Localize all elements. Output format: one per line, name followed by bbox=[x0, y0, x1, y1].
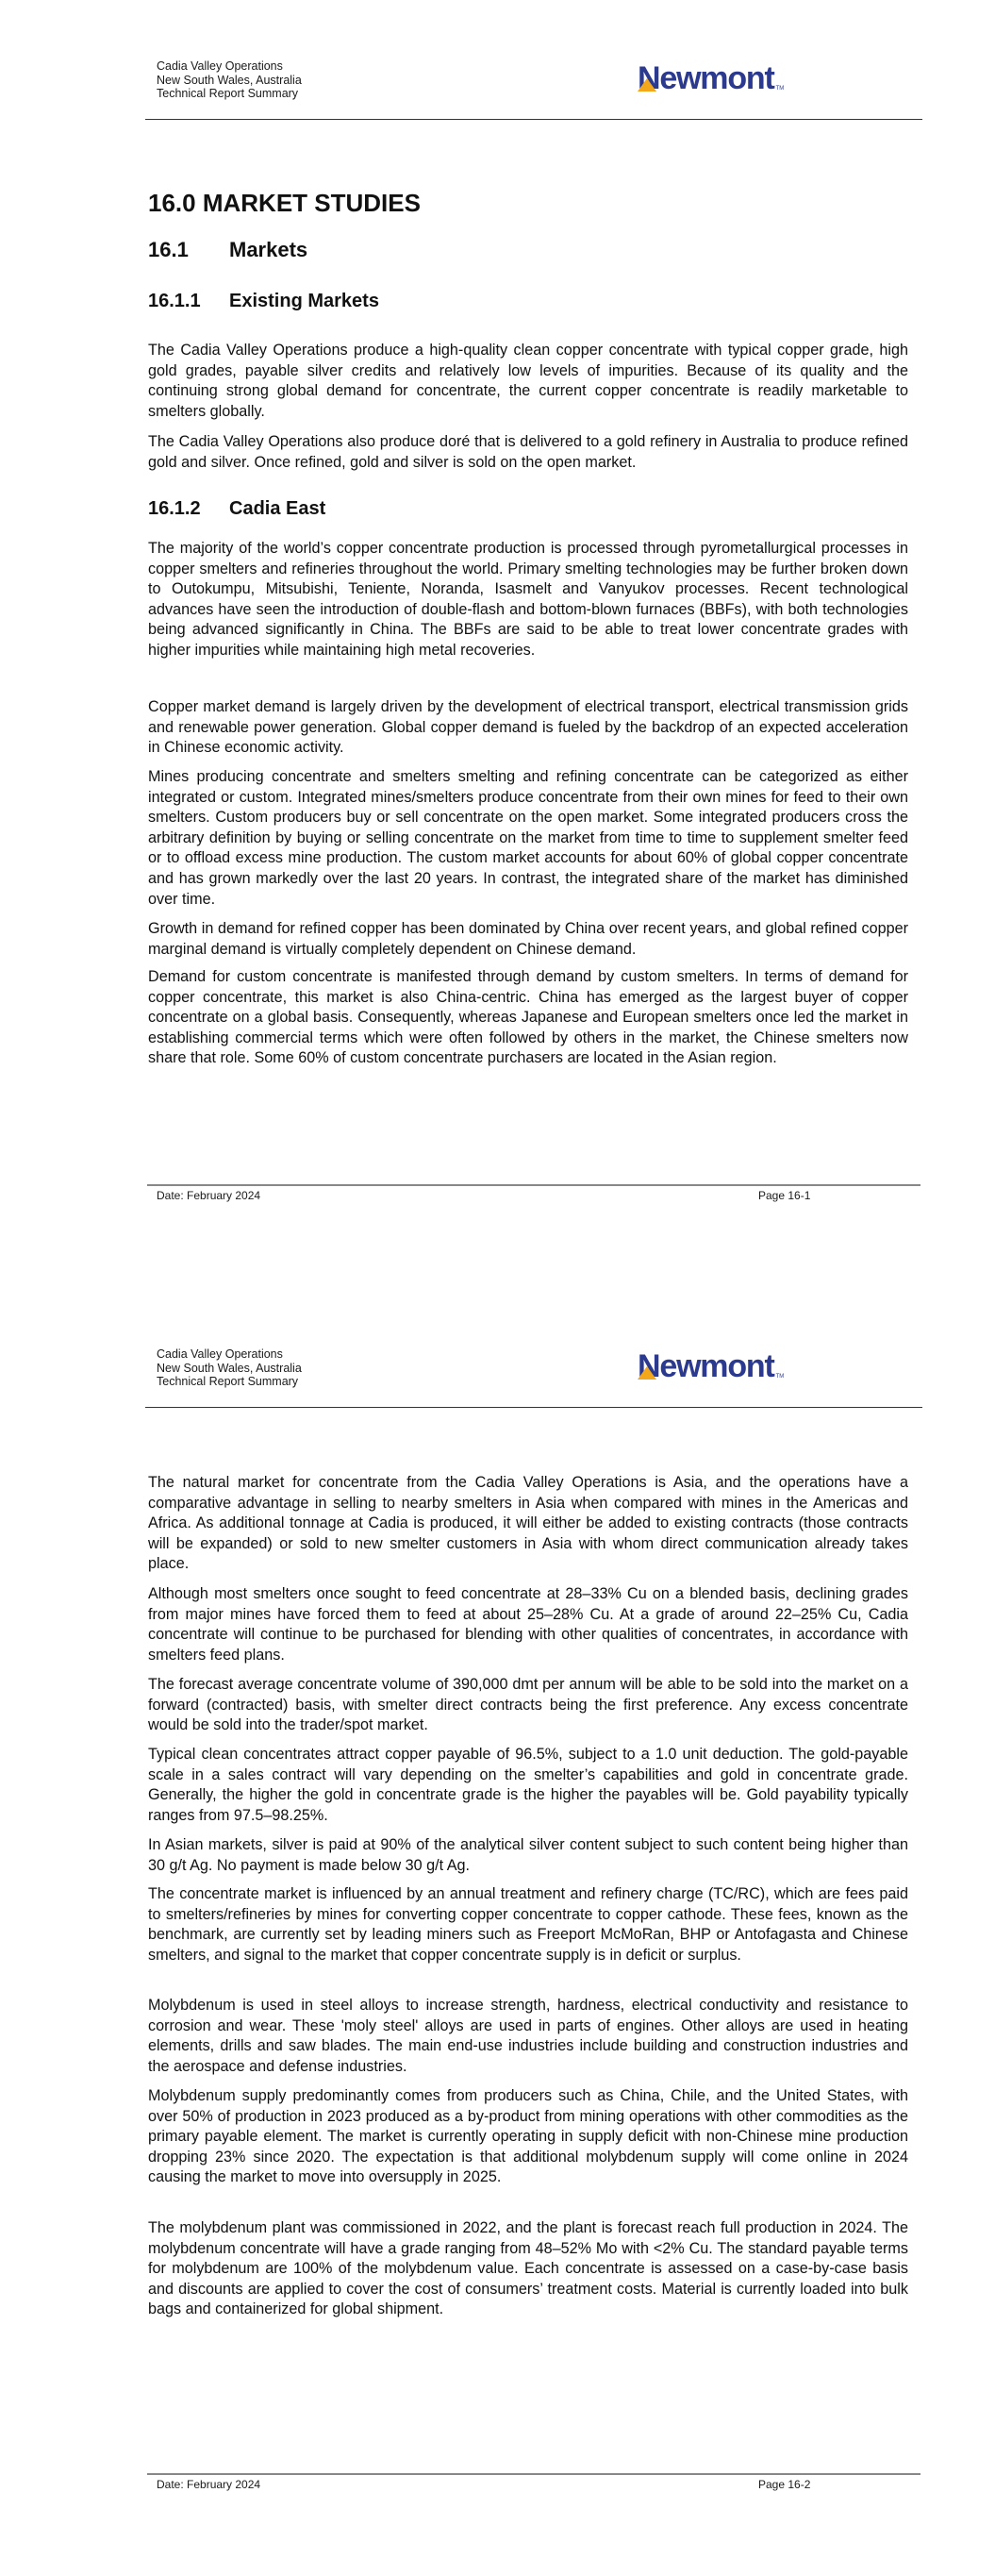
subsection-number: 16.1.1 bbox=[148, 291, 201, 311]
header-line-company: Cadia Valley Operations bbox=[157, 1347, 283, 1361]
subsection-heading-16-1-2 bbox=[148, 497, 325, 520]
subsection-title: Existing Markets bbox=[229, 291, 379, 311]
footer-date: Date: February 2024 bbox=[157, 2478, 261, 2491]
paragraph: Molybdenum supply predominantly comes from producers such as China, Chile, and the United States, with over 50% of production in 2023 produced as a by-product from mining operations with other commodities as the primary payable element. The market is currently operating in supply deficit with non-Chinese mine production dropping 23% since 2020. The expectation is that additional molybdenum supply will come online in 2024 causing the market to move into oversupply in 2025. bbox=[148, 2087, 908, 2186]
header-divider bbox=[145, 119, 922, 120]
paragraph: The natural market for concentrate from the Cadia Valley Operations is Asia, and the operations have a comparative advantage in selling to nearby smelters in Asia when compared with mines in the Americas and Africa. As additional tonnage at Cadia is produced, it will either be added to existing contracts (those contracts will be expanded) or sold to new smelter customers in Asia with whom direct communication already takes place. bbox=[148, 1474, 908, 1573]
section-title: Markets bbox=[229, 238, 308, 261]
logo-wordmark bbox=[638, 62, 774, 94]
logo-trademark: TM bbox=[775, 1374, 785, 1380]
subsection-heading-16-1-1 bbox=[148, 290, 379, 312]
footer-page-number: Page 16-2 bbox=[758, 2478, 811, 2491]
paragraph: Although most smelters once sought to feed concentrate at 28–33% Cu on a blended basis, declining grades from major mines have forced them to feed at about 25–28% Cu. At a grade of around 22–25% Cu, Cadia concentrate will continue to be purchased for blending with other qualities of concentrates, in accordance with smelters feed plans. bbox=[148, 1585, 908, 1664]
logo-text: Newmont bbox=[638, 1348, 774, 1384]
subsection-number: 16.1.2 bbox=[148, 498, 201, 519]
header-text bbox=[157, 1347, 302, 1389]
newmont-logo bbox=[638, 1350, 784, 1382]
paragraph: Copper market demand is largely driven by the development of electrical transport, electrical transmission grids and renewable power generation. Global copper demand is fueled by the backdrop of an expected acceleration in Chinese economic activity. bbox=[148, 698, 908, 757]
subsection-title: Cadia East bbox=[229, 498, 326, 519]
header-line-company: Cadia Valley Operations bbox=[157, 59, 283, 73]
page-16-2 bbox=[0, 1288, 995, 2576]
footer-divider bbox=[147, 2473, 920, 2475]
section-heading-16-1 bbox=[148, 238, 307, 262]
logo-triangle-icon bbox=[638, 78, 656, 92]
header-text bbox=[157, 59, 302, 101]
header-line-report: Technical Report Summary bbox=[157, 87, 299, 100]
paragraph: Molybdenum is used in steel alloys to increase strength, hardness, electrical conductivity and resistance to corrosion and wear. These 'moly steel' alloys are used in parts of engines. Other alloys are used in heating elements, drills and saw blades. The main end-use industries include building and construction industries and the aerospace and defense industries. bbox=[148, 1997, 908, 2075]
section-number: 16.1 bbox=[148, 238, 189, 261]
header-line-report: Technical Report Summary bbox=[157, 1375, 299, 1388]
logo-trademark: TM bbox=[775, 86, 785, 92]
page-title: 16.0 MARKET STUDIES bbox=[148, 189, 421, 217]
paragraph: In Asian markets, silver is paid at 90% of the analytical silver content subject to such content being higher than 30 g/t Ag. No payment is made below 30 g/t Ag. bbox=[148, 1836, 908, 1874]
newmont-logo bbox=[638, 62, 784, 94]
paragraph: The Cadia Valley Operations produce a high-quality clean copper concentrate with typical copper grade, high gold grades, payable silver credits and relatively low levels of impurities. Because of its quality and the continuing strong global demand for concentrate, the current copper concentrate is readily marketable to smelters globally. bbox=[148, 342, 908, 420]
header-divider bbox=[145, 1407, 922, 1408]
paragraph: The majority of the world’s copper concentrate production is processed through pyrometallurgical processes in copper smelters and refineries throughout the world. Primary smelting technologies may be further broken down to Outokumpu, Mitsubishi, Teniente, Noranda, Isasmelt and Vanyukov processes. Recent technological advances have seen the introduction of double-flash and bottom-blown furnaces (BBFs), with both technologies being advanced significantly in China. The BBFs are said to be able to treat lower concentrate grades with higher impurities while maintaining high metal recoveries. bbox=[148, 540, 908, 659]
paragraph: Demand for custom concentrate is manifested through demand by custom smelters. In terms of demand for copper concentrate, this market is also China-centric. China has emerged as the largest buyer of copper concentrate on a global basis. Consequently, whereas Japanese and European smelters once led the market in establishing commercial terms which were often followed by others in the market, the Chinese smelters now share that role. Some 60% of custom concentrate purchasers are located in the Asian region. bbox=[148, 968, 908, 1067]
paragraph: The forecast average concentrate volume of 390,000 dmt per annum will be able to be sold into the market on a forward (contracted) basis, with smelter direct contracts being the first preference. Any excess concentrate would be sold into the trader/spot market. bbox=[148, 1676, 908, 1734]
paragraph: The Cadia Valley Operations also produce doré that is delivered to a gold refinery in Australia to produce refined gold and silver. Once refined, gold and silver is sold on the open market. bbox=[148, 433, 908, 471]
footer-date: Date: February 2024 bbox=[157, 1189, 261, 1202]
logo-triangle-icon bbox=[638, 1366, 656, 1380]
paragraph: Growth in demand for refined copper has been dominated by China over recent years, and global refined copper marginal demand is virtually completely dependent on Chinese demand. bbox=[148, 920, 908, 958]
footer-page-number: Page 16-1 bbox=[758, 1189, 811, 1202]
footer-divider bbox=[147, 1184, 920, 1186]
paragraph: Mines producing concentrate and smelters smelting and refining concentrate can be categorized as either integrated or custom. Integrated mines/smelters produce concentrate from their own mines for feed to their own smelters. Custom producers buy or sell concentrate on the open market. Some integrated producers cross the arbitrary definition by buying or selling concentrate on the market from time to time to supplement smelter feed or to offload excess mine production. The custom market accounts for about 60% of global copper concentrate and has grown markedly over the last 20 years. In contrast, the integrated share of the market has diminished over time. bbox=[148, 768, 908, 908]
logo-text: Newmont bbox=[638, 60, 774, 96]
paragraph: Typical clean concentrates attract copper payable of 96.5%, subject to a 1.0 unit deduction. The gold-payable scale in a sales contract will vary depending on the smelter’s capabilities and gold in concentrate grade. Generally, the higher the gold in concentrate grade is the higher the payables will be. Gold payability typically ranges from 97.5–98.25%. bbox=[148, 1746, 908, 1824]
logo-wordmark bbox=[638, 1350, 774, 1382]
header-line-location: New South Wales, Australia bbox=[157, 73, 302, 87]
paragraph: The molybdenum plant was commissioned in 2022, and the plant is forecast reach full production in 2024. The molybdenum concentrate will have a grade ranging from 48–52% Mo with <2% Cu. The standard payable terms for molybdenum are 100% of the molybdenum value. Each concentrate is assessed on a case-by-case basis and discounts are applied to cover the cost of consumers’ treatment costs. Material is currently loaded into bulk bags and containerized for global shipment. bbox=[148, 2219, 908, 2318]
header-line-location: New South Wales, Australia bbox=[157, 1361, 302, 1375]
paragraph: The concentrate market is influenced by an annual treatment and refinery charge (TC/RC), which are fees paid to smelters/refineries by mines for converting copper concentrate to copper cathode. These fees, known as the benchmark, are currently set by leading miners such as Freeport McMoRan, BHP or Antofagasta and Chinese smelters, and signal to the market that copper concentrate supply is in deficit or surplus. bbox=[148, 1885, 908, 1964]
